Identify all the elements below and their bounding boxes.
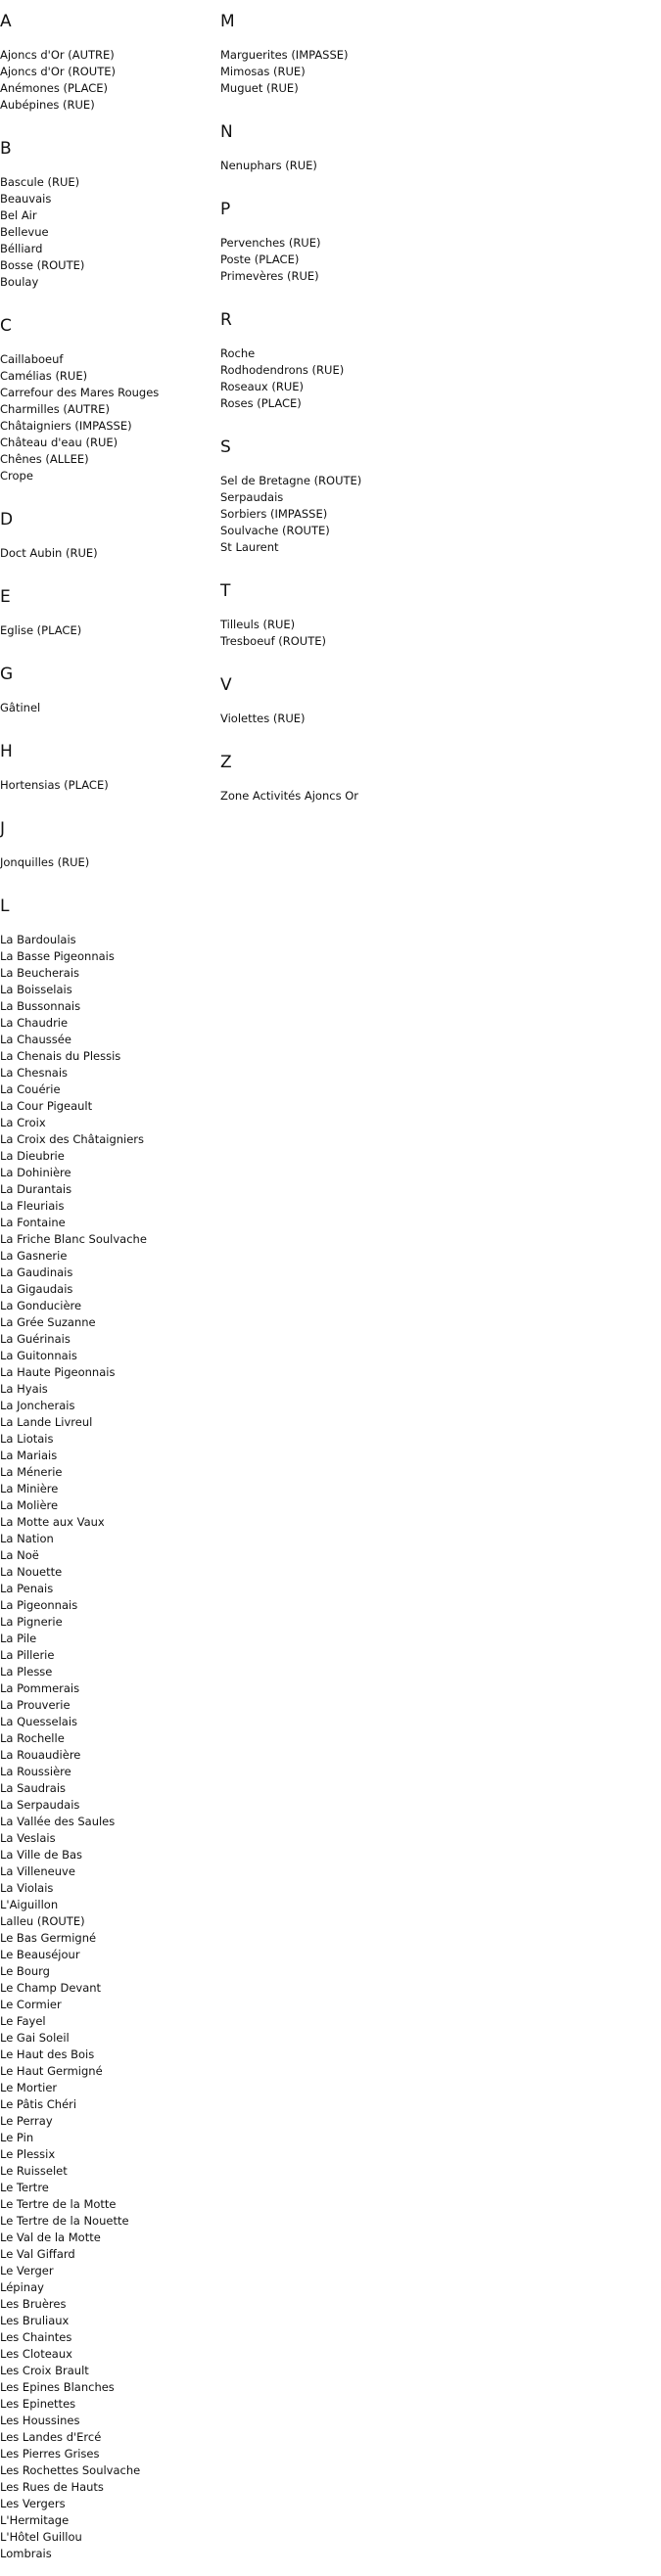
letter-group-z <box>220 753 441 818</box>
group-spacer <box>0 794 220 807</box>
letter-heading: M <box>220 12 235 31</box>
street-link[interactable]: Jonquilles (RUE) <box>0 855 90 869</box>
street-link[interactable]: Aubépines (RUE) <box>0 98 95 112</box>
street-list <box>0 351 220 484</box>
street-link[interactable]: Le Bas Germigné <box>0 1931 97 1945</box>
street-link[interactable]: Rodhodendrons (RUE) <box>220 363 345 377</box>
letter-group-s <box>220 437 441 570</box>
street-link[interactable]: Châtaigniers (IMPASSE) <box>0 419 132 433</box>
street-link[interactable]: La Croix des Châtaigniers <box>0 1132 145 1146</box>
street-link[interactable]: La Beucherais <box>0 966 80 980</box>
group-spacer <box>220 412 441 426</box>
street-link[interactable]: La Guitonnais <box>0 1349 77 1362</box>
letter-group-g <box>0 665 220 730</box>
street-link[interactable]: Les Landes d'Ercé <box>0 2430 102 2444</box>
street-list <box>0 174 220 291</box>
street-link[interactable]: La Gigaudais <box>0 1282 73 1296</box>
group-spacer <box>0 716 220 730</box>
street-link[interactable]: Le Bourg <box>0 1964 50 1978</box>
street-link[interactable]: La Couérie <box>0 1082 61 1096</box>
street-link[interactable]: Muguet (RUE) <box>220 81 299 95</box>
street-link[interactable]: Violettes (RUE) <box>220 712 306 725</box>
letter-group-r <box>220 310 441 426</box>
street-link[interactable]: La Vallée des Saules <box>0 1815 116 1828</box>
street-link[interactable]: La Roussière <box>0 1765 71 1778</box>
street-link[interactable]: Bélliard <box>0 242 43 255</box>
street-link[interactable]: Le Champ Devant <box>0 1981 102 1995</box>
street-link[interactable]: La Chesnais <box>0 1066 69 1080</box>
street-link[interactable]: Les Epines Blanches <box>0 2380 115 2394</box>
street-link[interactable]: La Joncherais <box>0 1399 75 1412</box>
street-link[interactable]: La Durantais <box>0 1182 72 1196</box>
street-link[interactable]: La Saudrais <box>0 1781 67 1795</box>
letter-group-t <box>220 581 441 664</box>
street-link[interactable]: La Motte aux Vaux <box>0 1515 105 1529</box>
group-spacer <box>220 727 441 741</box>
street-link[interactable]: Les Epinettes <box>0 2397 76 2411</box>
street-link[interactable]: La Pillerie <box>0 1648 55 1662</box>
street-link[interactable]: Le Val Giffard <box>0 2247 75 2261</box>
street-link[interactable]: Gâtinel <box>0 701 41 714</box>
letter-group-h <box>0 742 220 807</box>
street-link[interactable]: Le Pin <box>0 2131 34 2144</box>
street-list <box>220 711 441 727</box>
street-link[interactable]: Les Bruliaux <box>0 2314 70 2327</box>
street-link[interactable]: Le Gai Soleil <box>0 2031 70 2045</box>
street-link[interactable]: La Croix <box>0 1116 46 1129</box>
street-list <box>0 777 220 794</box>
group-spacer <box>220 174 441 188</box>
street-link[interactable]: Sorbiers (IMPASSE) <box>220 507 328 521</box>
street-link[interactable]: La Nation <box>0 1532 54 1545</box>
street-link[interactable]: La Dohinière <box>0 1166 71 1179</box>
letter-group-e <box>0 587 220 653</box>
street-link[interactable]: Charmilles (AUTRE) <box>0 402 110 416</box>
street-link[interactable]: Les Croix Brault <box>0 2364 89 2377</box>
street-index-column-left <box>0 0 220 2576</box>
street-link[interactable]: La Rochelle <box>0 1731 65 1745</box>
letter-heading: L <box>0 897 10 916</box>
group-spacer <box>220 97 441 111</box>
street-list <box>0 700 220 716</box>
street-link[interactable]: Le Tertre de la Nouette <box>0 2214 129 2228</box>
letter-heading: G <box>0 665 14 684</box>
street-link[interactable]: Beauvais <box>0 192 52 206</box>
street-link[interactable]: Soulvache (ROUTE) <box>220 524 330 537</box>
letter-group-b <box>0 139 220 304</box>
street-link[interactable]: Primevères (RUE) <box>220 269 319 283</box>
street-list <box>0 622 220 639</box>
street-link[interactable]: Le Mortier <box>0 2081 58 2094</box>
street-link[interactable]: La Pignerie <box>0 1615 63 1629</box>
group-spacer <box>220 805 441 818</box>
letter-heading: Z <box>220 753 232 772</box>
street-list <box>0 932 220 2562</box>
street-link[interactable]: Boulay <box>0 275 39 289</box>
letter-heading: H <box>0 742 13 761</box>
group-spacer <box>220 285 441 299</box>
street-link[interactable]: La Fontaine <box>0 1216 66 1229</box>
street-link[interactable]: Lalleu (ROUTE) <box>0 1914 85 1928</box>
street-link[interactable]: Le Tertre de la Motte <box>0 2197 117 2211</box>
street-link[interactable]: La Violais <box>0 1881 54 1895</box>
street-link[interactable]: Les Houssines <box>0 2414 80 2427</box>
letter-group-d <box>0 510 220 575</box>
letter-group-c <box>0 316 220 498</box>
street-link[interactable]: Bel Air <box>0 208 37 222</box>
street-link[interactable]: Roseaux (RUE) <box>220 380 305 393</box>
street-link[interactable]: La Pommerais <box>0 1681 80 1695</box>
street-list <box>0 47 220 114</box>
street-link[interactable]: La Serpaudais <box>0 1798 80 1812</box>
street-list <box>220 47 441 97</box>
street-link[interactable]: Ajoncs d'Or (ROUTE) <box>0 65 116 78</box>
street-index-column-right <box>220 0 441 818</box>
street-link[interactable]: La Chaudrie <box>0 1016 69 1030</box>
street-link[interactable]: St Laurent <box>220 540 279 554</box>
group-spacer <box>0 639 220 653</box>
street-link[interactable]: La Gaudinais <box>0 1265 73 1279</box>
street-link[interactable]: Eglise (PLACE) <box>0 623 82 637</box>
group-spacer <box>0 114 220 127</box>
street-link[interactable]: Mimosas (RUE) <box>220 65 306 78</box>
letter-heading: R <box>220 310 232 330</box>
street-link[interactable]: Château d'eau (RUE) <box>0 436 118 449</box>
street-link[interactable]: La Pile <box>0 1632 37 1645</box>
street-link[interactable]: Hortensias (PLACE) <box>0 778 109 792</box>
letter-heading: D <box>0 510 14 529</box>
street-link[interactable]: La Bussonnais <box>0 999 81 1013</box>
street-link[interactable]: Le Verger <box>0 2264 54 2277</box>
street-list <box>220 617 441 650</box>
street-link[interactable]: Le Haut Germigné <box>0 2064 103 2078</box>
letter-heading: E <box>0 587 11 607</box>
letter-heading: V <box>220 675 232 695</box>
street-list <box>220 345 441 412</box>
street-link[interactable]: La Cour Pigeault <box>0 1099 93 1113</box>
street-link[interactable]: Les Rochettes Soulvache <box>0 2463 141 2477</box>
street-link[interactable]: Roche <box>220 346 256 360</box>
group-spacer <box>0 2562 220 2576</box>
street-link[interactable]: Caillaboeuf <box>0 352 64 366</box>
street-link[interactable]: La Plesse <box>0 1665 53 1679</box>
street-link[interactable]: Bascule (RUE) <box>0 175 80 189</box>
street-link[interactable]: Le Val de la Motte <box>0 2231 101 2244</box>
street-link[interactable]: La Nouette <box>0 1565 63 1579</box>
street-link[interactable]: La Basse Pigeonnais <box>0 949 115 963</box>
street-link[interactable]: Les Cloteaux <box>0 2347 72 2361</box>
street-list <box>0 545 220 562</box>
street-link[interactable]: Ajoncs d'Or (AUTRE) <box>0 48 115 62</box>
street-link[interactable]: Le Pâtis Chéri <box>0 2097 77 2111</box>
street-link[interactable]: Le Plessix <box>0 2147 56 2161</box>
letter-group-a <box>0 12 220 127</box>
street-link[interactable]: Crope <box>0 469 33 483</box>
letter-group-p <box>220 200 441 299</box>
letter-group-l <box>0 897 220 2576</box>
street-link[interactable]: Les Bruères <box>0 2297 67 2311</box>
street-link[interactable]: Carrefour des Mares Rouges <box>0 386 160 399</box>
street-link[interactable]: Poste (PLACE) <box>220 253 300 266</box>
street-link[interactable]: Bosse (ROUTE) <box>0 258 85 272</box>
street-link[interactable]: Nenuphars (RUE) <box>220 159 317 172</box>
group-spacer <box>220 650 441 664</box>
street-link[interactable]: Anémones (PLACE) <box>0 81 109 95</box>
letter-heading: J <box>0 819 6 839</box>
group-spacer <box>0 291 220 304</box>
letter-heading: N <box>220 122 233 142</box>
street-link[interactable]: La Hyais <box>0 1382 48 1396</box>
street-link[interactable]: La Noë <box>0 1548 39 1562</box>
street-link[interactable]: Lombrais <box>0 2547 52 2560</box>
street-link[interactable]: La Guérinais <box>0 1332 71 1346</box>
letter-heading: S <box>220 437 231 457</box>
street-link[interactable]: La Boisselais <box>0 983 72 996</box>
street-link[interactable]: Les Rues de Hauts <box>0 2480 104 2494</box>
street-link[interactable]: La Molière <box>0 1498 59 1512</box>
group-spacer <box>220 556 441 570</box>
street-link[interactable]: Le Fayel <box>0 2014 46 2028</box>
street-link[interactable]: Le Tertre <box>0 2181 49 2194</box>
group-spacer <box>0 871 220 885</box>
street-link[interactable]: La Minière <box>0 1482 59 1495</box>
street-link[interactable]: L'Hôtel Guillou <box>0 2530 82 2544</box>
street-list <box>220 473 441 556</box>
street-link[interactable]: La Friche Blanc Soulvache <box>0 1232 147 1246</box>
street-link[interactable]: Les Vergers <box>0 2497 66 2510</box>
letter-group-j <box>0 819 220 885</box>
street-link[interactable]: L'Hermitage <box>0 2513 70 2527</box>
street-list <box>220 788 441 805</box>
street-link[interactable]: La Bardoulais <box>0 933 76 946</box>
street-list <box>220 158 441 174</box>
street-link[interactable]: Chênes (ALLEE) <box>0 452 89 466</box>
street-link[interactable]: La Liotais <box>0 1432 54 1446</box>
street-link[interactable]: Doct Aubin (RUE) <box>0 546 98 560</box>
street-link[interactable]: Tilleuls (RUE) <box>220 618 296 631</box>
letter-group-n <box>220 122 441 188</box>
street-list <box>0 854 220 871</box>
street-link[interactable]: Bellevue <box>0 225 49 239</box>
street-link[interactable]: Zone Activités Ajoncs Or <box>220 789 358 803</box>
street-link[interactable]: Le Haut des Bois <box>0 2047 95 2061</box>
street-link[interactable]: Les Chaintes <box>0 2330 72 2344</box>
street-list <box>220 235 441 285</box>
street-link[interactable]: La Fleuriais <box>0 1199 65 1213</box>
letter-heading: P <box>220 200 231 219</box>
street-link[interactable]: La Ville de Bas <box>0 1848 82 1862</box>
street-link[interactable]: Le Perray <box>0 2114 53 2128</box>
letter-heading: T <box>220 581 231 601</box>
group-spacer <box>0 562 220 575</box>
letter-heading: C <box>0 316 12 336</box>
street-link[interactable]: Le Ruisselet <box>0 2164 68 2178</box>
street-link[interactable]: Les Pierres Grises <box>0 2447 100 2461</box>
street-link[interactable]: La Haute Pigeonnais <box>0 1365 116 1379</box>
street-link[interactable]: Marguerites (IMPASSE) <box>220 48 349 62</box>
street-link[interactable]: La Villeneuve <box>0 1864 75 1878</box>
street-link[interactable]: Lépinay <box>0 2280 44 2294</box>
street-link[interactable]: La Gonducière <box>0 1299 82 1312</box>
street-link[interactable]: La Ménerie <box>0 1465 63 1479</box>
street-link[interactable]: La Quesselais <box>0 1715 78 1728</box>
street-link[interactable]: Serpaudais <box>220 490 284 504</box>
street-link[interactable]: La Grée Suzanne <box>0 1315 96 1329</box>
street-link[interactable]: La Gasnerie <box>0 1249 68 1263</box>
street-link[interactable]: Le Beauséjour <box>0 1948 80 1961</box>
street-link[interactable]: La Veslais <box>0 1831 56 1845</box>
street-link[interactable]: Camélias (RUE) <box>0 369 88 383</box>
street-link[interactable]: La Penais <box>0 1582 54 1595</box>
street-link[interactable]: Le Cormier <box>0 1998 62 2011</box>
street-link[interactable]: Tresboeuf (ROUTE) <box>220 634 327 648</box>
street-link[interactable]: La Chenais du Plessis <box>0 1049 121 1063</box>
street-link[interactable]: La Pigeonnais <box>0 1598 78 1612</box>
letter-heading: A <box>0 12 12 31</box>
street-link[interactable]: Sel de Bretagne (ROUTE) <box>220 474 362 487</box>
letter-group-m <box>220 12 441 111</box>
letter-group-v <box>220 675 441 741</box>
group-spacer <box>0 484 220 498</box>
street-link[interactable]: Roses (PLACE) <box>220 396 302 410</box>
street-link[interactable]: La Dieubrie <box>0 1149 65 1163</box>
street-link[interactable]: Pervenches (RUE) <box>220 236 321 250</box>
street-link[interactable]: La Mariais <box>0 1449 58 1462</box>
street-link[interactable]: La Prouverie <box>0 1698 71 1712</box>
street-link[interactable]: La Chaussée <box>0 1033 71 1046</box>
street-link[interactable]: La Rouaudière <box>0 1748 81 1762</box>
street-link[interactable]: L'Aiguillon <box>0 1898 59 1911</box>
street-link[interactable]: La Lande Livreul <box>0 1415 93 1429</box>
letter-heading: B <box>0 139 12 159</box>
